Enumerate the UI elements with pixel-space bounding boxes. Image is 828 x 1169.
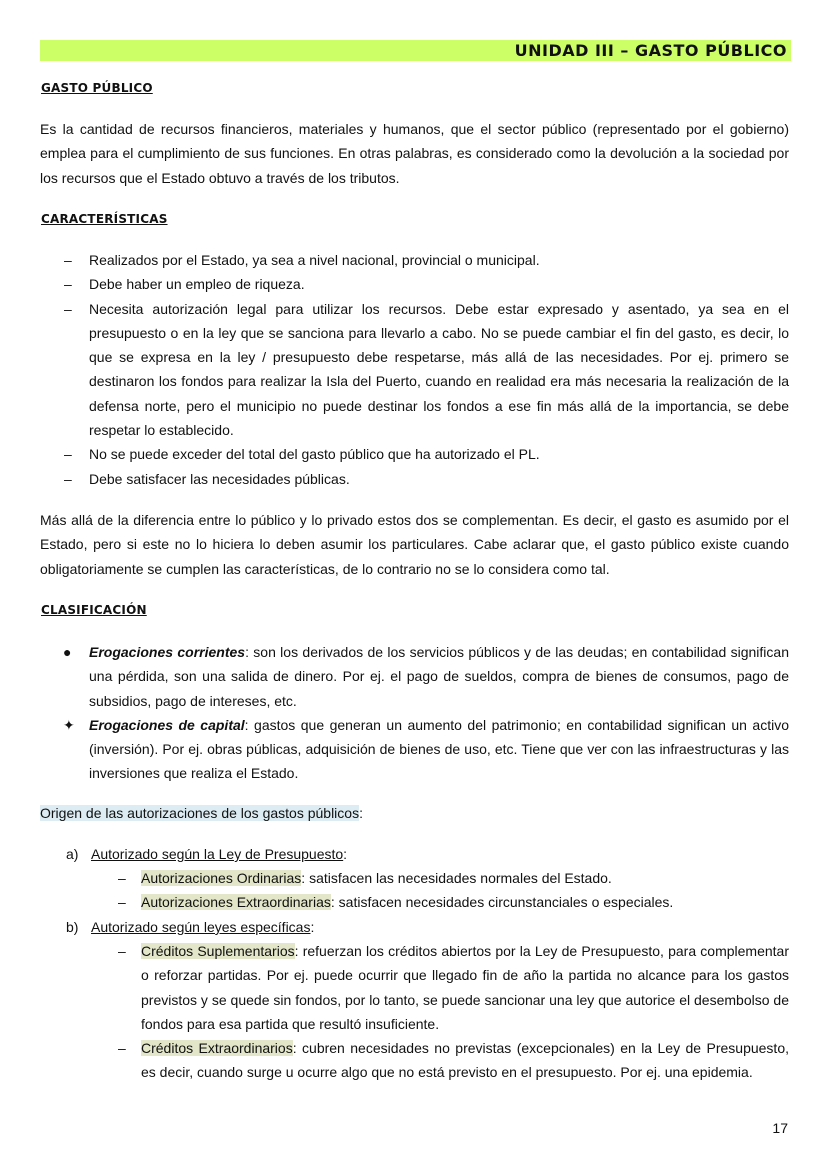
list-item: ● Erogaciones corrientes: son los derivados de los servicios públicos y de las deudas; en contabilidad significan una pérdida, son una salida de dinero. Por ej. el pago de sueldos, compra de bienes de consumos, pago de subsidios, pago de intereses, etc. <box>60 640 789 713</box>
list-item: – Realizados por el Estado, ya sea a nivel nacional, provincial o municipal. <box>64 248 789 272</box>
unit-title: UNIDAD III – GASTO PÚBLICO <box>514 41 787 60</box>
dash-marker: – <box>118 894 126 911</box>
classification-list <box>60 640 789 786</box>
list-item: – Autorizaciones Ordinarias: satisfacen las necesidades normales del Estado. <box>118 866 789 890</box>
dash-marker: – <box>64 252 72 268</box>
list-item: – Créditos Extraordinarios: cubren necesidades no previstas (excepcionales) en la Ley de Presupuesto, es decir, cuando surge u ocurre algo que no está previsto en el presupuesto. Por ej. una epidemia. <box>118 1036 789 1085</box>
characteristics-list <box>64 248 789 491</box>
dash-marker: – <box>64 470 72 487</box>
star-bullet-icon: ✦ <box>63 716 75 733</box>
section-heading-clasificacion: CLASIFICACIÓN <box>41 603 147 617</box>
dash-marker: – <box>118 870 126 886</box>
term-erogaciones-corrientes: Erogaciones corrientes <box>89 644 246 660</box>
dash-marker: – <box>64 276 72 293</box>
dash-marker: – <box>118 1040 126 1057</box>
list-item: – Debe haber un empleo de riqueza. <box>64 272 789 296</box>
group-a-list <box>118 866 789 915</box>
bullet-icon: ● <box>63 644 72 660</box>
list-item: – Autorizaciones Extraordinarias: satisfacen necesidades circunstanciales o especiales. <box>118 890 789 914</box>
definition-paragraph: Es la cantidad de recursos financieros, materiales y humanos, que el sector público (representado por el gobierno) emplea para el cumplimiento de sus funciones. En otras palabras, es considerado como la devolución a la sociedad por los recursos que el Estado obtuvo a través de los tributos. <box>40 121 789 186</box>
dash-marker: – <box>64 446 72 463</box>
complement-paragraph: Más allá de la diferencia entre lo público y lo privado estos dos se complementan. Es decir, el gasto es asumido por el Estado, pero si este no lo hiciera lo deben asumir los particulares. Cabe aclarar que, el gasto público existe cuando obligatoriamente se cumplen las características, de lo contrario no se lo considera como tal. <box>40 512 789 577</box>
dash-marker: – <box>64 300 72 317</box>
list-item: – Debe satisfacer las necesidades públicas. <box>64 467 789 491</box>
group-b-heading: b) Autorizado según leyes específicas: <box>66 919 315 935</box>
list-item: – Créditos Suplementarios: refuerzan los créditos abiertos por la Ley de Presupuesto, para complementar o reforzar partidas. Por ej. puede ocurrir que llegado fin de año la partida no alcance para los gastos previstos y se quede sin fondos, por lo tanto, se puede sancionar una ley que autorice el desembolso de fondos para esa partida que resultó insuficiente. <box>118 939 789 1036</box>
origin-heading: Origen de las autorizaciones de los gastos públicos: <box>40 805 363 821</box>
dash-marker: – <box>118 943 126 959</box>
list-item: ✦ Erogaciones de capital: gastos que generan un aumento del patrimonio; en contabilidad significan un activo (inversión). Por ej. obras públicas, adquisición de bienes de uso, etc. Tiene que ver con las infraestructuras y las inversiones que realiza el Estado. <box>60 713 789 786</box>
group-a-heading: a) Autorizado según la Ley de Presupuesto: <box>66 846 348 862</box>
section-heading-gasto-publico: GASTO PÚBLICO <box>41 81 153 95</box>
section-heading-caracteristicas: CARACTERÍSTICAS <box>41 212 168 226</box>
list-item: – Necesita autorización legal para utilizar los recursos. Debe estar expresado y asentado, ya sea en el presupuesto o en la ley que se sanciona para llevarlo a cabo. No se puede cambiar el fin del gasto, es decir, lo que se expresa en la ley / presupuesto debe respetarse, más allá de las necesidades. Por ej. primero se destinaron los fondos para realizar la Isla del Puerto, cuando en realidad era más necesaria la realización de la defensa norte, pero el municipio no puede destinar los fondos a ese fin más allá de la importancia, se debe respetar lo establecido. <box>64 297 789 443</box>
page-header-bar <box>40 40 791 61</box>
page-number: 17 <box>772 1120 788 1136</box>
term-erogaciones-de-capital: Erogaciones de capital <box>89 716 245 733</box>
list-item: – No se puede exceder del total del gasto público que ha autorizado el PL. <box>64 442 789 466</box>
group-b-list <box>118 939 789 1085</box>
